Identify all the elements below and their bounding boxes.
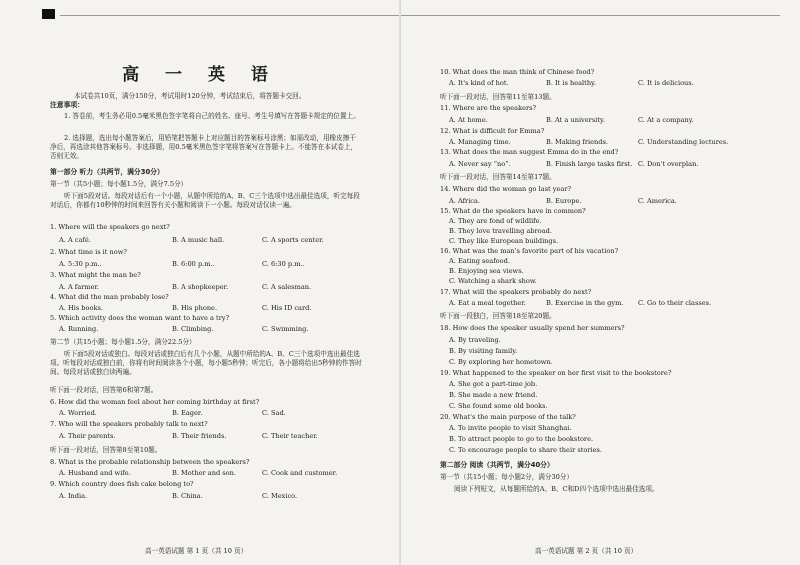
- q16-option-a[interactable]: A. Eating seafood.: [449, 257, 510, 265]
- q12-option-b[interactable]: B. Making friends.: [546, 138, 608, 146]
- part2-heading: 第二部分 阅读（共两节，满分40分）: [440, 461, 554, 469]
- q7-option-b[interactable]: B. Their friends.: [172, 432, 227, 440]
- notes-heading: 注意事项：: [50, 101, 84, 109]
- q18-option-b[interactable]: B. By visiting family.: [449, 347, 518, 355]
- q9-option-a[interactable]: A. India.: [59, 492, 88, 500]
- q13-option-c[interactable]: C. Don't overplan.: [638, 160, 699, 168]
- question-5: 5. Which activity does the woman want to have a try?: [50, 314, 230, 322]
- q2-option-a[interactable]: A. 5:30 p.m..: [59, 260, 102, 268]
- q4-option-a[interactable]: A. His books.: [59, 304, 103, 312]
- q3-option-b[interactable]: B. A shopkeeper.: [172, 283, 229, 291]
- q5-option-c[interactable]: C. Swimming.: [262, 325, 309, 333]
- q14-option-a[interactable]: A. Africa.: [449, 197, 481, 205]
- q20-option-b[interactable]: B. To attract people to go to the bookstore.: [449, 435, 594, 443]
- question-16: 16. What was the man's favorite part of his vacation?: [440, 247, 619, 255]
- q13-option-a[interactable]: A. Never say “no”.: [449, 160, 511, 168]
- q10-option-c[interactable]: C. It is delicious.: [638, 79, 694, 87]
- question-19: 19. What happened to the speaker on her first visit to the bookstore?: [440, 369, 672, 377]
- q6-option-b[interactable]: B. Eager.: [172, 409, 203, 417]
- q17-option-c[interactable]: C. Go to their classes.: [638, 299, 712, 307]
- instruction-q18-20: 听下面一段独白，回答第18至第20题。: [440, 312, 556, 320]
- q2-option-b[interactable]: B. 6:00 p.m..: [172, 260, 215, 268]
- question-11: 11. Where are the speakers?: [440, 104, 537, 112]
- page-footer-1: 高一英语试题 第 1 页（共 10 页）: [145, 547, 248, 555]
- question-14: 14. Where did the woman go last year?: [440, 185, 572, 193]
- intro-text: 本试卷共10页，满分150分，考试用时120分钟，考试结束后，将答题卡交回。: [74, 92, 306, 100]
- q16-option-b[interactable]: B. Enjoying sea views.: [449, 267, 524, 275]
- q15-option-a[interactable]: A. They are fond of wildlife.: [449, 217, 542, 225]
- section1-instructions: 听下面5段对话。每段对话后有一个小题，从题中所给的A、B、C三个选项中选出最佳选项，听完每段对话后，你都有10秒钟的时间来回答有关小题和阅读下一小题。每段对话仅读一遍。: [50, 192, 360, 209]
- q7-option-c[interactable]: C. Their teacher.: [262, 432, 318, 440]
- question-18: 18. How does the speaker usually spend her summers?: [440, 324, 625, 332]
- question-17: 17. What will the speakers probably do next?: [440, 288, 592, 296]
- question-6: 6. How did the woman feel about her coming birthday at first?: [50, 398, 260, 406]
- q15-option-c[interactable]: C. They like European buildings.: [449, 237, 559, 245]
- note-1: 1. 答卷前，考生务必用0.5毫米黑色签字笔将自己的姓名、座号、考生号填写在答题卡规定的位置上。: [64, 112, 360, 120]
- q20-option-c[interactable]: C. To encourage people to share their stories.: [449, 446, 602, 454]
- exam-page-2: [400, 0, 800, 565]
- q11-option-b[interactable]: B. At a university.: [546, 116, 605, 124]
- instruction-q8-10: 听下面一段对话，回答第8至第10题。: [50, 446, 162, 454]
- q9-option-c[interactable]: C. Mexico.: [262, 492, 298, 500]
- q4-option-c[interactable]: C. His ID card.: [262, 304, 312, 312]
- section2-heading: 第二节（共15小题；每小题1.5分，满分22.5分）: [50, 338, 196, 346]
- question-13: 13. What does the man suggest Emma do in the end?: [440, 148, 619, 156]
- question-20: 20. What's the main purpose of the talk?: [440, 413, 576, 421]
- instruction-q6-7: 听下面一段对话，回答第6和第7题。: [50, 386, 158, 394]
- q18-option-a[interactable]: A. By traveling.: [449, 336, 501, 344]
- q2-option-c[interactable]: C. 6:30 p.m..: [262, 260, 305, 268]
- q1-option-a[interactable]: A. A café.: [59, 236, 91, 244]
- section2-instructions: 听下面5段对话或独白。每段对话或独白后有几个小题，从题中所给的A、B、C三个选项中选出最佳选项。听每段对话或独白前，你将有时间阅读各个小题，每小题5秒钟；听完后，各小题将给出5秒钟的作答时间。每段对话或独白读两遍。: [50, 350, 362, 376]
- q15-option-b[interactable]: B. They love travelling abroad.: [449, 227, 552, 235]
- q3-option-c[interactable]: C. A salesman.: [262, 283, 312, 291]
- instruction-q14-17: 听下面一段对话，回答第14至第17题。: [440, 173, 556, 181]
- question-2: 2. What time is it now?: [50, 248, 127, 256]
- q4-option-b[interactable]: B. His phone.: [172, 304, 218, 312]
- q11-option-c[interactable]: C. At a company.: [638, 116, 694, 124]
- question-10: 10. What does the man think of Chinese food?: [440, 68, 595, 76]
- question-7: 7. Who will the speakers probably talk to next?: [50, 420, 208, 428]
- q1-option-b[interactable]: B. A music hall.: [172, 236, 225, 244]
- q10-option-a[interactable]: A. It's kind of hot.: [449, 79, 509, 87]
- q16-option-c[interactable]: C. Watching a shark show.: [449, 277, 537, 285]
- q6-option-c[interactable]: C. Sad.: [262, 409, 286, 417]
- question-3: 3. What might the man be?: [50, 271, 141, 279]
- q19-option-a[interactable]: A. She got a part-time job.: [449, 380, 538, 388]
- q14-option-c[interactable]: C. America.: [638, 197, 677, 205]
- q12-option-a[interactable]: A. Managing time.: [449, 138, 511, 146]
- question-1: 1. Where will the speakers go next?: [50, 223, 170, 231]
- q13-option-b[interactable]: B. Finish large tasks first.: [546, 160, 633, 168]
- q6-option-a[interactable]: A. Worried.: [59, 409, 97, 417]
- question-9: 9. Which country does fish cake belong to?: [50, 480, 194, 488]
- section1-heading: 第一节（共5小题；每小题1.5分，满分7.5分）: [50, 180, 188, 188]
- note-2: 2. 选择题，选出每小题答案后，用铅笔把答题卡上对应题目的答案标号涂黑；如需改动，用橡皮擦干净后，再选涂其他答案标号。非选择题，用0.5毫米黑色签字笔将答案写在答题卡上。不能答在本试卷上，否则无效。: [50, 134, 358, 160]
- q7-option-a[interactable]: A. Their parents.: [59, 432, 116, 440]
- q19-option-b[interactable]: B. She made a new friend.: [449, 391, 538, 399]
- q17-option-a[interactable]: A. Eat a meal together.: [449, 299, 526, 307]
- q10-option-b[interactable]: B. It is healthy.: [546, 79, 597, 87]
- q8-option-c[interactable]: C. Cook and customer.: [262, 469, 338, 477]
- part2-section1-instructions: 阅读下列短文，从每题所给的A、B、C和D四个选项中选出最佳选项。: [454, 485, 659, 493]
- q5-option-a[interactable]: A. Running.: [59, 325, 99, 333]
- q20-option-a[interactable]: A. To invite people to visit Shanghai.: [449, 424, 572, 432]
- q19-option-c[interactable]: C. She found some old books.: [449, 402, 548, 410]
- question-15: 15. What do the speakers have in common?: [440, 207, 586, 215]
- q11-option-a[interactable]: A. At home.: [449, 116, 488, 124]
- page-footer-2: 高一英语试题 第 2 页（共 10 页）: [535, 547, 638, 555]
- question-4: 4. What did the man probably lose?: [50, 293, 169, 301]
- q9-option-b[interactable]: B. China.: [172, 492, 203, 500]
- q18-option-c[interactable]: C. By exploring her hometown.: [449, 358, 553, 366]
- q17-option-b[interactable]: B. Exercise in the gym.: [546, 299, 624, 307]
- question-12: 12. What is difficult for Emma?: [440, 127, 545, 135]
- q8-option-a[interactable]: A. Husband and wife.: [59, 469, 131, 477]
- question-8: 8. What is the probable relationship between the speakers?: [50, 458, 250, 466]
- q1-option-c[interactable]: C. A sports center.: [262, 236, 324, 244]
- instruction-q11-13: 听下面一段对话，回答第11至第13题。: [440, 93, 556, 101]
- q3-option-a[interactable]: A. A farmer.: [59, 283, 100, 291]
- q8-option-b[interactable]: B. Mother and son.: [172, 469, 236, 477]
- q5-option-b[interactable]: B. Climbing.: [172, 325, 214, 333]
- q12-option-c[interactable]: C. Understanding lectures.: [638, 138, 729, 146]
- exam-title: 高 一 英 语: [122, 65, 278, 85]
- part2-section1-heading: 第一节（共15小题；每小题2分，满分30分）: [440, 473, 574, 481]
- q14-option-b[interactable]: B. Europe.: [546, 197, 582, 205]
- part1-heading: 第一部分 听力（共两节，满分30分）: [50, 168, 164, 176]
